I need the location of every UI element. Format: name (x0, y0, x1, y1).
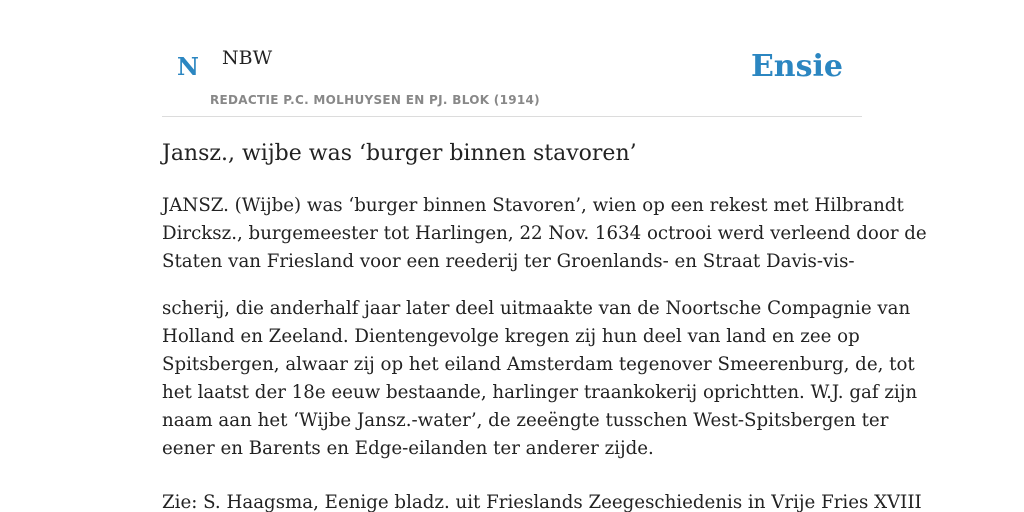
paragraph-line: naam aan het ‘Wijbe Jansz.-water’, de zeeëngte tusschen West-Spitsbergen ter (162, 410, 889, 431)
paragraph-line: eener en Barents en Edge-eilanden ter anderer zijde. (162, 438, 654, 459)
article-paragraph (162, 295, 918, 463)
nbw-logo[interactable]: N (177, 52, 199, 81)
paragraph-line: Spitsbergen, alwaar zij op het eiland Amsterdam tegenover Smeerenburg, de, tot (162, 354, 915, 375)
reference-line: Zie: S. Haagsma, Eenige bladz. uit Frieslands Zeegeschiedenis in Vrije Fries XVIII (162, 492, 922, 512)
ensie-logo[interactable]: Ensie (750, 49, 843, 84)
article-reference (162, 489, 922, 512)
paragraph-line: Staten van Friesland voor een reederij ter Groenlands- en Straat Davis-vis- (162, 251, 855, 272)
source-name[interactable]: NBW (222, 47, 273, 69)
paragraph-line: JANSZ. (Wijbe) was ‘burger binnen Stavoren’, wien op een rekest met Hilbrandt (162, 195, 904, 216)
paragraph-line: scherij, die anderhalf jaar later deel uitmaakte van de Noortsche Compagnie van (162, 298, 911, 319)
site-header (162, 0, 862, 117)
article-title: Jansz., wijbe was ‘burger binnen stavoren’ (162, 141, 637, 166)
article-paragraph (162, 192, 927, 276)
paragraph-line: Dircksz., burgemeester tot Harlingen, 22 Nov. 1634 octrooi werd verleend door de (162, 223, 927, 244)
source-subtitle: REDACTIE P.C. MOLHUYSEN EN PJ. BLOK (1914) (210, 93, 540, 107)
paragraph-line: het laatst der 18e eeuw bestaande, harlinger traankokerij oprichtten. W.J. gaf zijn (162, 382, 918, 403)
paragraph-line: Holland en Zeeland. Dientengevolge kregen zij hun deel van land en zee op (162, 326, 860, 347)
